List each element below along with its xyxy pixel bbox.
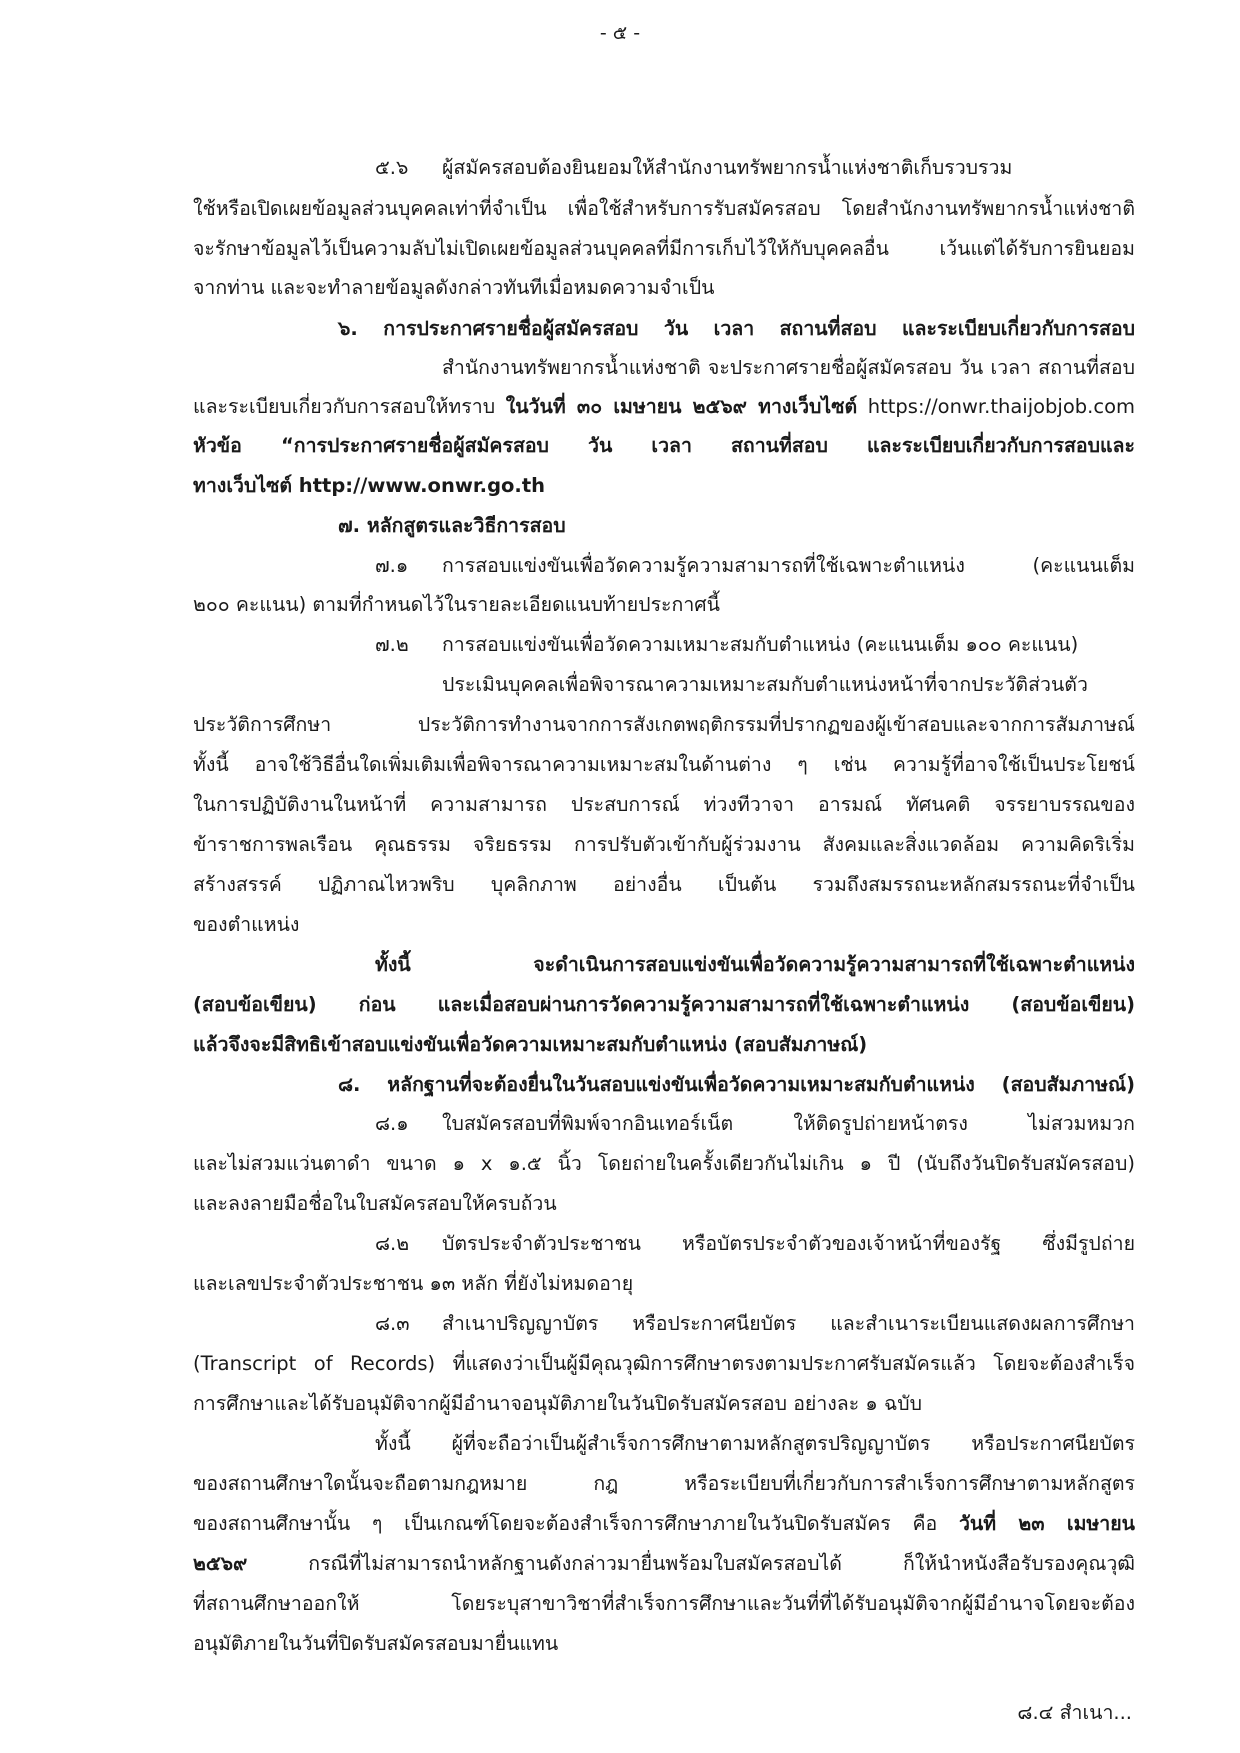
section-6-body-line: สำนักงานทรัพยากรน้ำแห่งชาติ จะประกาศรายชื่อผู้สมัครสอบ วัน เวลา สถานที่สอบ bbox=[442, 356, 1135, 379]
section-8-3-line: (Transcript of Records) ที่แสดงว่าเป็นผู้มีคุณวุฒิการศึกษาตรงตามประกาศรับสมัครแล้ว โดยจะต้องสำเร็จ bbox=[193, 1352, 1135, 1375]
section-7-2-line: การสอบแข่งขันเพื่อวัดความเหมาะสมกับตำแหน่ง (คะแนนเต็ม ๑๐๐ คะแนน) bbox=[442, 633, 1079, 656]
section-7-1-line: ๒๐๐ คะแนน) ตามที่กำหนดไว้ในรายละเอียดแนบท้ายประกาศนี้ bbox=[193, 593, 720, 616]
continuation-marker: ๘.๔ สำเนา... bbox=[1017, 1701, 1132, 1724]
section-7-1-number: ๗.๑ bbox=[375, 554, 409, 577]
thaijobjob-url[interactable]: https://onwr.thaijobjob.com bbox=[857, 395, 1135, 418]
section-8-3-number: ๘.๓ bbox=[375, 1312, 410, 1335]
section-8-note-line bbox=[193, 1509, 1135, 1539]
closing-year: ๒๕๖๙ bbox=[193, 1552, 248, 1575]
section-8-note-line bbox=[193, 1549, 1135, 1579]
section-7-2-body-line: ข้าราชการพลเรือน คุณธรรม จริยธรรม การปรับตัวเข้ากับผู้ร่วมงาน สังคมและสิ่งแวดล้อม ความคิดริเริ่ม bbox=[193, 833, 1135, 856]
section-8-1-line: และลงลายมือชื่อในใบสมัครสอบให้ครบถ้วน bbox=[193, 1192, 557, 1215]
section-7-note-line: แล้วจึงจะมีสิทธิเข้าสอบแข่งขันเพื่อวัดความเหมาะสมกับตำแหน่ง (สอบสัมภาษณ์) bbox=[193, 1033, 868, 1056]
section-8-2-line: บัตรประจำตัวประชาชน หรือบัตรประจำตัวของเจ้าหน้าที่ของรัฐ ซึ่งมีรูปถ่าย bbox=[442, 1232, 1135, 1255]
section-6-topic-line: หัวข้อ “การประกาศรายชื่อผู้สมัครสอบ วัน เวลา สถานที่สอบ และระเบียบเกี่ยวกับการสอบและ bbox=[193, 434, 1135, 457]
section-5-6-line: จากท่าน และจะทำลายข้อมูลดังกล่าวทันทีเมื่อหมดความจำเป็น bbox=[193, 276, 715, 299]
section-8-1-line: ใบสมัครสอบที่พิมพ์จากอินเทอร์เน็ต ให้ติดรูปถ่ายหน้าตรง ไม่สวมหมวก bbox=[442, 1112, 1135, 1135]
closing-date: วันที่ ๒๓ เมษายน bbox=[958, 1512, 1135, 1535]
section-5-6-line: ใช้หรือเปิดเผยข้อมูลส่วนบุคคลเท่าที่จำเป็น เพื่อใช้สำหรับการรับสมัครสอบ โดยสำนักงานทรัพยากรน้ำแห่งชาติ bbox=[193, 197, 1135, 220]
section-7-heading: ๗. หลักสูตรและวิธีการสอบ bbox=[338, 514, 566, 537]
section-5-6-line: จะรักษาข้อมูลไว้เป็นความลับไม่เปิดเผยข้อมูลส่วนบุคคลที่มีการเก็บไว้ให้กับบุคคลอื่น เว้นแต่ได้รับการยินยอม bbox=[193, 237, 1135, 260]
section-5-6-number: ๕.๖ bbox=[375, 156, 409, 179]
section-8-note-line: ของสถานศึกษาใดนั้นจะถือตามกฎหมาย กฎ หรือระเบียบที่เกี่ยวกับการสำเร็จการศึกษาตามหลักสูตร bbox=[193, 1472, 1135, 1495]
section-7-2-body-line: ในการปฏิบัติงานในหน้าที่ ความสามารถ ประสบการณ์ ท่วงทีวาจา อารมณ์ ทัศนคติ จรรยาบรรณของ bbox=[193, 793, 1135, 816]
section-5-6-line: ผู้สมัครสอบต้องยินยอมให้สำนักงานทรัพยากรน้ำแห่งชาติเก็บรวบรวม bbox=[442, 156, 1013, 179]
section-6-text: และระเบียบเกี่ยวกับการสอบให้ทราบ bbox=[193, 395, 506, 418]
section-6-body-line bbox=[193, 392, 1135, 422]
section-8-3-line: การศึกษาและได้รับอนุมัติจากผู้มีอำนาจอนุมัติภายในวันปิดรับสมัครสอบ อย่างละ ๑ ฉบับ bbox=[193, 1392, 923, 1415]
section-8-note-text: กรณีที่ไม่สามารถนำหลักฐานดังกล่าวมายื่นพร้อมใบสมัครสอบได้ ก็ให้นำหนังสือรับรองคุณวุฒิ bbox=[247, 1552, 1135, 1575]
section-8-note-line: ทั้งนี้ ผู้ที่จะถือว่าเป็นผู้สำเร็จการศึกษาตามหลักสูตรปริญญาบัตร หรือประกาศนียบัตร bbox=[375, 1432, 1135, 1455]
section-7-2-body-line: ทั้งนี้ อาจใช้วิธีอื่นใดเพิ่มเติมเพื่อพิจารณาความเหมาะสมในด้านต่าง ๆ เช่น ความรู้ที่อาจใช้เป็นประโยชน์ bbox=[193, 753, 1135, 776]
section-7-note-line: (สอบข้อเขียน) ก่อน และเมื่อสอบผ่านการวัดความรู้ความสามารถที่ใช้เฉพาะตำแหน่ง (สอบข้อเขียน) bbox=[193, 993, 1135, 1016]
onwr-website-line[interactable]: ทางเว็บไซต์ http://www.onwr.go.th bbox=[193, 474, 546, 497]
section-6-heading: ๖. การประกาศรายชื่อผู้สมัครสอบ วัน เวลา สถานที่สอบ และระเบียบเกี่ยวกับการสอบ bbox=[338, 317, 1135, 340]
section-7-2-number: ๗.๒ bbox=[375, 633, 409, 656]
section-7-2-body-line: สร้างสรรค์ ปฏิภาณไหวพริบ บุคลิกภาพ อย่างอื่น เป็นต้น รวมถึงสมรรถนะหลักสมรรถนะที่จำเป็น bbox=[193, 873, 1135, 896]
section-7-2-body-line: ประเมินบุคคลเพื่อพิจารณาความเหมาะสมกับตำแหน่งหน้าที่จากประวัติส่วนตัว bbox=[442, 673, 1088, 696]
section-8-heading: ๘. หลักฐานที่จะต้องยื่นในวันสอบแข่งขันเพื่อวัดความเหมาะสมกับตำแหน่ง (สอบสัมภาษณ์) bbox=[338, 1073, 1135, 1096]
section-8-3-line: สำเนาปริญญาบัตร หรือประกาศนียบัตร และสำเนาระเบียนแสดงผลการศึกษา bbox=[442, 1312, 1135, 1335]
announcement-date: ในวันที่ ๓๐ เมษายน ๒๕๖๙ ทางเว็บไซต์ bbox=[505, 395, 858, 418]
section-8-2-number: ๘.๒ bbox=[375, 1232, 410, 1255]
page-number: - ๕ - bbox=[599, 22, 641, 44]
section-7-1-line: การสอบแข่งขันเพื่อวัดความรู้ความสามารถที่ใช้เฉพาะตำแหน่ง (คะแนนเต็ม bbox=[442, 554, 1135, 577]
section-8-2-line: และเลขประจำตัวประชาชน ๑๓ หลัก ที่ยังไม่หมดอายุ bbox=[193, 1272, 634, 1295]
section-7-note-line: ทั้งนี้ จะดำเนินการสอบแข่งขันเพื่อวัดความรู้ความสามารถที่ใช้เฉพาะตำแหน่ง bbox=[375, 953, 1135, 976]
section-8-1-number: ๘.๑ bbox=[375, 1112, 409, 1135]
section-7-2-body-line: ประวัติการศึกษา ประวัติการทำงานจากการสังเกตพฤติกรรมที่ปรากฏของผู้เข้าสอบและจากการสัมภาษณ์ bbox=[193, 713, 1135, 736]
section-8-note-line: อนุมัติภายในวันที่ปิดรับสมัครสอบมายื่นแทน bbox=[193, 1632, 559, 1655]
section-8-note-text: ของสถานศึกษานั้น ๆ เป็นเกณฑ์โดยจะต้องสำเร็จการศึกษาภายในวันปิดรับสมัคร คือ bbox=[193, 1512, 959, 1535]
section-8-1-line: และไม่สวมแว่นตาดำ ขนาด ๑ x ๑.๕ นิ้ว โดยถ่ายในครั้งเดียวกันไม่เกิน ๑ ปี (นับถึงวันปิดรับสมัครสอบ) bbox=[193, 1152, 1135, 1175]
section-7-2-body-line: ของตำแหน่ง bbox=[193, 913, 300, 936]
section-8-note-line: ที่สถานศึกษาออกให้ โดยระบุสาขาวิชาที่สำเร็จการศึกษาและวันที่ที่ได้รับอนุมัติจากผู้มีอำนาจโดยจะต้อง bbox=[193, 1592, 1135, 1615]
